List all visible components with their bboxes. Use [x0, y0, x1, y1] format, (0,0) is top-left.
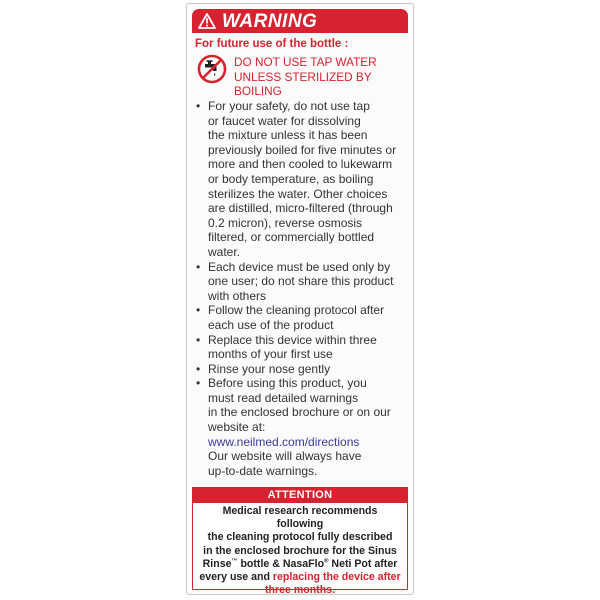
list-line: • Rinse your nose gently	[208, 361, 331, 376]
registered-mark: ®	[324, 558, 329, 565]
attention-highlight: replacing the device after	[272, 571, 401, 584]
warning-label	[186, 3, 414, 595]
list-item	[195, 99, 407, 260]
list-line: • Before using this product, you	[208, 376, 367, 391]
list-line: • Each device must be used only by	[208, 259, 391, 274]
attention-line: the cleaning protocol fully described	[207, 531, 393, 544]
list-line: or body temperature, as boiling	[208, 171, 374, 186]
warning-banner	[192, 9, 408, 33]
list-line: Our website will always have	[208, 449, 362, 464]
attention-line	[199, 558, 401, 571]
list-line: the mixture unless it has been	[208, 128, 368, 143]
list-line: more and then cooled to lukewarm	[208, 157, 393, 172]
list-line: • Follow the cleaning protocol after	[208, 303, 385, 318]
attention-line	[199, 571, 401, 584]
list-line: must read detailed warnings	[208, 390, 359, 405]
warning-list	[195, 99, 407, 478]
attention-fragment: Neti Pot after	[328, 557, 398, 570]
website-link[interactable]: www.neilmed.com/directions	[208, 434, 360, 449]
list-line: up-to-date warnings.	[208, 463, 318, 478]
list-item	[195, 333, 407, 362]
attention-highlight: three months.	[264, 584, 336, 597]
list-line: • Replace this device within three	[208, 332, 377, 347]
list-line: each use of the product	[208, 317, 334, 332]
list-line: are distilled, micro-filtered (through	[208, 201, 393, 216]
list-item	[195, 303, 407, 332]
list-item	[195, 362, 407, 377]
list-line: months of your first use	[208, 347, 333, 362]
attention-line: Medical research recommends following	[222, 505, 378, 531]
list-item	[195, 376, 407, 478]
list-line: water.	[208, 244, 241, 259]
list-line: filtered, or commercially bottled	[208, 230, 375, 245]
list-line: with others	[208, 288, 267, 303]
list-line: or faucet water for dissolving	[208, 113, 361, 128]
list-line: one user; do not share this product	[208, 274, 394, 289]
list-line: in the enclosed brochure or on our	[208, 405, 391, 420]
list-line: • For your safety, do not use tap	[208, 99, 370, 113]
attention-heading: ATTENTION	[193, 488, 407, 503]
attention-fragment: every use and	[199, 571, 273, 584]
attention-box	[192, 487, 408, 597]
list-line: sterilizes the water. Other choices	[208, 186, 388, 201]
warning-triangle-icon	[198, 13, 216, 29]
no-tap-line: UNLESS STERILIZED BY	[234, 69, 372, 84]
attention-text	[193, 503, 407, 597]
list-line: previously boiled for five minutes or	[208, 142, 397, 157]
list-line: website at:	[208, 420, 266, 435]
no-tap-line: BOILING	[234, 84, 282, 98]
no-tap-line: DO NOT USE TAP WATER	[234, 55, 377, 69]
attention-fragment: Rinse	[202, 557, 232, 570]
attention-line: in the enclosed brochure for the Sinus	[203, 544, 397, 557]
list-line: 0.2 micron), reverse osmosis	[208, 215, 363, 230]
warning-title: WARNING	[222, 10, 318, 32]
future-use-heading: For future use of the bottle :	[195, 38, 349, 50]
no-tap-water-warning	[234, 55, 409, 99]
no-tap-water-icon	[197, 54, 227, 84]
attention-fragment: bottle & NasaFlo	[237, 557, 325, 570]
trademark-mark: ™	[231, 558, 238, 565]
list-item	[195, 260, 407, 304]
